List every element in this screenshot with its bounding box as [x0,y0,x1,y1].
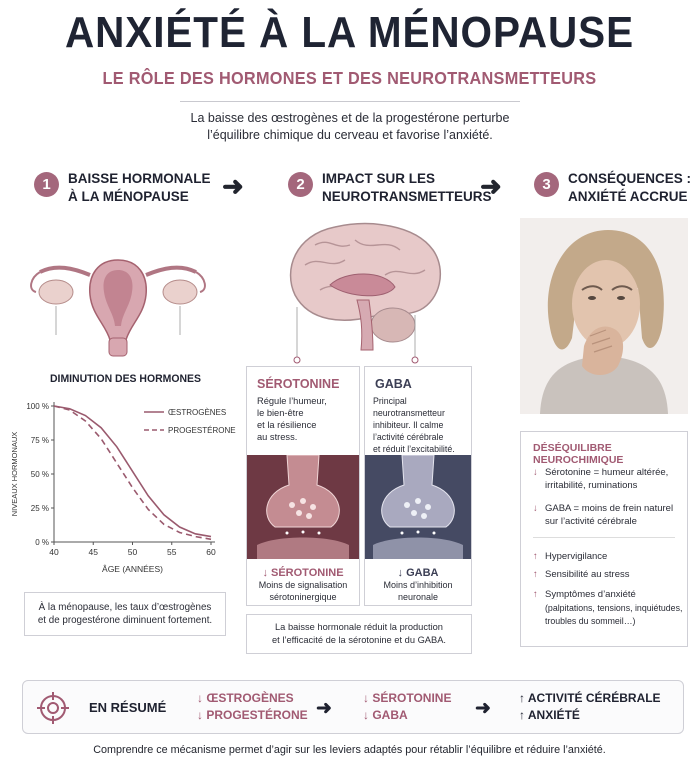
serotonin-panel [246,366,360,606]
step-3-title [568,170,691,206]
summary-item: ↓ SÉROTONINE [363,691,452,705]
summary-item: ↓ ŒSTROGÈNES [197,691,294,705]
gaba-title: GABA [375,377,412,391]
gaba-panel [364,366,472,606]
serotonin-desc-line: et la résilience [257,420,317,430]
y-axis-label: NIVEAUX HORMONAUX [10,431,19,517]
summary-hormones [197,690,308,724]
step-2-number: 2 [288,172,313,197]
serotonin-desc [257,395,327,443]
arrow-right-icon: ➜ [316,698,332,719]
step-3-number: 3 [534,172,559,197]
step-1-line-2: À LA MÉNOPAUSE [68,189,189,204]
divider [533,537,675,538]
legend-label: ŒSTROGÈNES [168,408,227,417]
serotonin-effect [247,567,359,603]
x-tick-label: 50 [127,547,138,557]
anxious-woman-photo [520,218,688,414]
hormone-note-line-1: À la ménopause, les taux d’œstrogènes [38,602,212,613]
summary-item: ↑ ACTIVITÉ CÉRÉBRALE [519,691,661,705]
summary-outcome [519,690,661,724]
step-3-line-1: CONSÉQUENCES : [568,171,692,186]
gaba-desc-line: Principal neurotransmetteur [373,396,445,418]
consequence-text: Sensibilité au stress [545,569,630,580]
brain-illustration [275,215,450,365]
serotonin-title: SÉROTONINE [257,377,340,391]
summary-item: ↓ PROGESTÉRONE [197,708,308,722]
x-axis-label: ÂGE (ANNÉES) [102,564,163,574]
summary-item: ↑ ANXIÉTÉ [519,708,580,722]
step-2-title [322,170,492,206]
footer-text: Comprendre ce mécanisme permet d’agir sur les leviers adaptés pour rétablir l’équilibre et réduire l’anxiété. [93,744,606,756]
down-arrow-icon: ↓ [533,503,538,514]
step-2-line-1: IMPACT SUR LES [322,171,436,186]
serotonin-desc-line: au stress. [257,432,298,442]
gaba-desc-line: et réduit l’excitabilité. [373,444,455,454]
serotonin-synapse-illustration [247,455,359,559]
gaba-effect-line: Moins d’inhibition [383,580,453,590]
imbalance-title: DÉSÉQUILIBRE NEUROCHIMIQUE [533,442,624,466]
target-icon [37,692,69,724]
divider [180,101,520,102]
serotonin-effect-line: sérotoninergique [269,592,337,602]
imbalance-panel [520,431,688,647]
x-tick-label: 55 [167,547,177,557]
imbalance-item-text: irritabilité, ruminations [545,480,638,491]
gaba-synapse-illustration [365,455,471,559]
summary-label: EN RÉSUMÉ [89,700,167,715]
intro-line-1: La baisse des œstrogènes et de la progestérone perturbe [190,111,510,125]
arrow-right-icon: ➜ [480,171,502,201]
hormone-note-line-2: et de progestérone diminuent fortement. [37,615,213,626]
intro-line-2: l’équilibre chimique du cerveau et favorise l’anxiété. [207,128,493,142]
up-arrow-icon: ↑ [533,569,538,580]
y-tick-label: 0 % [35,538,49,547]
consequence-detail: troubles du sommeil…) [545,616,636,626]
serotonin-desc-line: le bien-être [257,408,304,418]
page-subtitle: LE RÔLE DES HORMONES ET DES NEUROTRANSMETTEURS [102,68,597,88]
gaba-desc-line: inhibiteur. Il calme [373,420,444,430]
nt-note-line-2: et l’efficacité de la sérotonine et du GABA. [272,635,446,645]
y-tick-label: 25 % [30,504,49,513]
step-3-line-2: ANXIÉTÉ ACCRUE [568,189,688,204]
consequence-text: Symptômes d’anxiété [545,589,636,600]
step-1-title [68,170,211,206]
summary-item: ↓ GABA [363,708,408,722]
imbalance-item-text: sur l’activité cérébrale [545,516,637,527]
gaba-effect-line: neuronale [397,592,439,602]
page-title: ANXIÉTÉ À LA MÉNOPAUSE [64,8,635,57]
y-tick-label: 75 % [30,436,49,445]
hormone-note-box [24,592,226,636]
imbalance-item-text: GABA = moins de frein naturel [545,503,674,514]
x-tick-label: 45 [88,547,98,557]
gaba-effect [365,567,471,603]
consequence-detail: (palpitations, tensions, inquiétudes, [545,603,683,613]
down-arrow-icon: ↓ [533,467,538,478]
serotonin-desc-line: Régule l’humeur, [257,396,327,406]
intro-text [130,110,570,144]
summary-neurotransmitters [363,690,451,724]
up-arrow-icon: ↑ [533,551,538,562]
hormone-line-chart [6,390,236,580]
neurotransmitter-note-box [246,614,472,654]
step-1-number: 1 [34,172,59,197]
step-2-line-2: NEUROTRANSMETTEURS [322,189,492,204]
y-tick-label: 50 % [30,470,49,479]
up-arrow-icon: ↑ [533,589,538,600]
serotonin-effect-title: ↓ SÉROTONINE [262,567,344,579]
chart-title: DIMINUTION DES HORMONES [50,373,201,385]
arrow-right-icon: ➜ [222,171,244,201]
imbalance-item-text: Sérotonine = humeur altérée, [545,467,669,478]
uterus-illustration [18,230,218,360]
step-1-line-1: BAISSE HORMONALE [68,171,211,186]
x-tick-label: 60 [206,547,216,557]
serotonin-effect-line: Moins de signalisation [258,580,348,590]
gaba-desc-line: l’activité cérébrale [373,432,444,442]
consequence-text: Hypervigilance [545,551,608,562]
x-tick-label: 40 [49,547,59,557]
y-tick-label: 100 % [26,402,49,411]
summary-strip [22,680,684,734]
arrow-right-icon: ➜ [475,698,491,719]
gaba-desc [373,395,471,455]
gaba-effect-title: ↓ GABA [397,567,439,579]
legend-label: PROGESTÉRONE [168,426,236,435]
nt-note-line-1: La baisse hormonale réduit la production [275,622,443,632]
